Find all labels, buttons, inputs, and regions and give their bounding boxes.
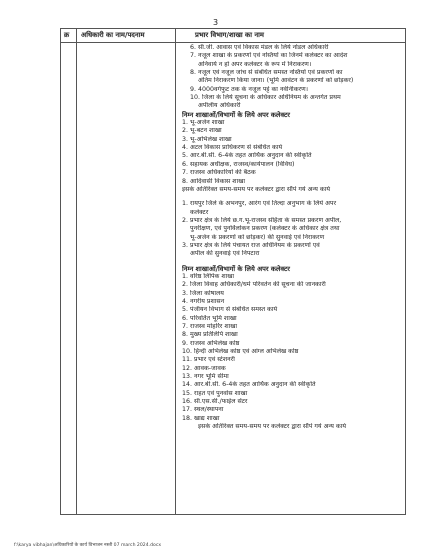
duty-line: 10. जिला के लिये सूचना के अधिकार अधिनियम के अन्तर्गत प्रथम	[190, 94, 341, 102]
duty-line: 4. अटल विकास प्राधिकरण से संबंधित कार्य	[182, 144, 283, 152]
duty-line: 8. नजूल एवं नजूल जांच से संबंधित समस्त नस्तियों एवं प्रकरणों का	[190, 69, 343, 77]
duty-line: 11. प्रभार एवं स्टेशनरी	[182, 356, 235, 364]
duty-line: 2. जिला विवाह अधिकारी/धर्म परिवर्तन की सूचना की जानकारी	[182, 281, 326, 289]
duty-line: 10. हिन्दी अभिलेख कोष्ठ एवं आंग्ल अभिलेख कोष्ठ	[182, 348, 299, 356]
duty-line: 18. खाद्य शाखा	[182, 414, 220, 422]
duty-line: 2. प्रभार क्षेत्र के लिये छ.ग.भू-राजस्व संहिता के समस्त प्रकरण अपील,	[182, 216, 342, 224]
duty-line: 6. परिवर्तित भूमि शाखा	[182, 314, 237, 322]
duty-line: 14. आर.बी.सी. 6-4के तहत आर्थिक अनुदान की स्वीकृति	[182, 381, 316, 389]
department-cell	[178, 44, 405, 431]
duty-line: 1. रायपुर जिले के अभनपुर, आरंग एवं तिल्दा अनुभाग के लिये अपर	[182, 200, 337, 208]
duty-line: 6. सहायक अधीक्षक, राजस्व/कार्यपालन (विविध)	[182, 160, 295, 168]
duty-line: 15. राहत एवं पुनर्वास शाखा	[182, 389, 248, 397]
page-number: 3	[212, 18, 219, 27]
work-allocation-table	[60, 28, 406, 515]
duty-line: 4. नगरीय प्रशासन	[182, 297, 225, 305]
header-department: प्रभार विभाग/शाखा का नाम	[195, 31, 264, 39]
header-divider	[61, 42, 405, 43]
section-heading: निम्न शाखाओं/विभागों के लिये अपर कलेक्टर	[182, 264, 290, 273]
duty-line: पुनरीक्षण, एवं पुनर्विलोकन प्रकरण (कलेक्टर के अधिकार क्षेत्र तथा	[190, 225, 340, 233]
duty-line: 2. भू-बटन शाखा	[182, 127, 222, 135]
duty-line: इसके अतिरिक्त समय-समय पर कलेक्टर द्वारा सौंपे गये अन्य कार्य	[198, 423, 347, 431]
duty-line: 8. मुख्य प्रतिलिपि शाखा	[182, 331, 238, 339]
duty-line: 1. वरिष्ठ लिपिक शाखा	[182, 272, 235, 280]
duty-line: अनिवार्य न हो अपर कलेक्टर के रूप में निराकरण।	[198, 60, 312, 68]
section-heading: निम्न शाखाओं/विभागों के लिये अपर कलेक्टर	[182, 110, 290, 119]
duty-line: 9. राजस्व अभिलेख कोष्ठ	[182, 339, 240, 347]
duty-line: 8. आदिवासी विकास शाखा	[182, 177, 245, 185]
column-divider	[175, 29, 176, 514]
duty-line: भू-अर्जन के प्रकरणों को छोड़कर) की सुनवाई एवं निराकरण	[190, 233, 325, 241]
duty-line: 17. स्थल/स्थापना	[182, 406, 224, 414]
duty-line: 3. जिला कोषालय	[182, 289, 224, 297]
duty-line: 3. भू-अभिलेख शाखा	[182, 135, 232, 143]
duty-line: 7. राजस्व मोहर्रिर शाखा	[182, 323, 238, 330]
duty-line: 9. 4000वर्गफुट तक के नजूल पट्टे का नवीनीकरण।	[190, 85, 309, 93]
duty-line: अंतिम निराकरण किया जाना। (भूमि आवंटन के प्रकरणों को छोड़कर)	[198, 77, 354, 85]
duty-line: अपील की सुनवाई एवं निपटारा	[190, 250, 260, 258]
duty-line: 12. आवक-जावक	[182, 364, 226, 372]
duty-line: 5. पंजीयन विभाग से संबंधित समस्त कार्य	[182, 306, 278, 314]
header-serial: क्र	[64, 31, 70, 39]
duty-line: 7. नजूल शाखा के प्रकरणों एवं नस्तियों का जिनमें कलेक्टर का आदेश	[190, 52, 348, 60]
duty-line: 3. प्रभार क्षेत्र के लिये पंचायत राज अधिनियम के प्रकरणों एवं	[182, 241, 320, 249]
duty-line: इसके अतिरिक्त समय-समय पर कलेक्टर द्वारा सौंपे गये अन्य कार्य	[182, 185, 331, 193]
file-path-footer: f:\karya vibhajan\अधिकारियों के कार्य विभाजन नस्ती 07 march 2024.docx	[14, 543, 162, 548]
duty-line: कलेक्टर	[190, 208, 209, 216]
header-officer-name: अधिकारी का नाम/पदनाम	[81, 31, 145, 39]
duty-line: 6. सी.जी. आवास एवं विकास मंडल के लिये नोडल अधिकारी	[190, 44, 329, 51]
duty-line: 5. आर.बी.सी. 6-4के तहत आर्थिक अनुदान की स्वीकृति	[182, 152, 312, 160]
duty-line: अपीलीय अधिकारी	[198, 102, 241, 110]
duty-line: 16. सी.एस.सी./फाईल सेंटर	[182, 398, 248, 406]
duty-line: 13. नगर भूमि सीमा	[182, 373, 229, 381]
column-divider	[76, 29, 77, 514]
duty-line: 1. भू-अर्जन शाखा	[182, 119, 225, 127]
duty-line: 7. राजस्व अधिकारियों की बैठक	[182, 169, 256, 177]
